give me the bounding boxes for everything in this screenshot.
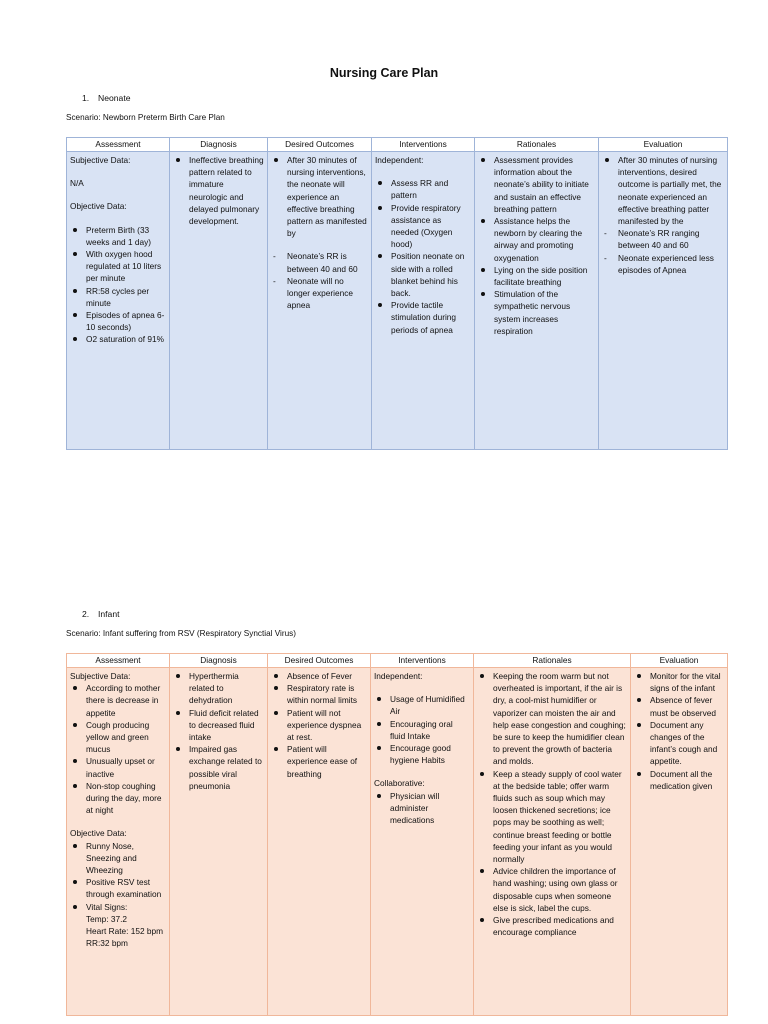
- outcomes-dash-list: [271, 250, 368, 311]
- list-item: Usage of Humidified Air: [374, 693, 470, 717]
- header-diagnosis: Diagnosis: [170, 654, 268, 668]
- care-plan-table-neonate: [66, 137, 728, 450]
- header-rationales: Rationales: [474, 654, 631, 668]
- list-item: Give prescribed medications and encourage compliance: [477, 914, 627, 938]
- vitals-label: Vital Signs:: [86, 901, 128, 912]
- list-item: O2 saturation of 91%: [70, 333, 166, 345]
- list-item: Keeping the room warm but not overheated is important, if the air is dry, a cool-mist humidifier or vaporizer can moisten the air and help ease congestion and coughing; be sure to keep the humidifier clean to prevent the growth of bacteria and molds.: [477, 670, 627, 768]
- rationales-list: [477, 670, 627, 938]
- list-item: Patient will experience ease of breathing: [271, 743, 367, 780]
- evaluation-cell: [599, 152, 728, 450]
- assessment-cell: [67, 668, 170, 1016]
- table-header-row: [67, 138, 728, 152]
- list-item: Patient will not experience dyspnea at rest.: [271, 707, 367, 744]
- list-item: Encourage good hygiene Habits: [374, 742, 470, 766]
- list-item: Episodes of apnea 6-10 seconds): [70, 309, 166, 333]
- table-header-row: [67, 654, 728, 668]
- list-item: Provide respiratory assistance as needed (Oxygen hood): [375, 202, 471, 251]
- subjective-list: [70, 682, 166, 816]
- evaluation-dash-list: [602, 227, 724, 276]
- list-item: Encouraging oral fluid Intake: [374, 718, 470, 742]
- vital-temp: Temp: 37.2: [86, 913, 128, 924]
- diagnosis-list: [173, 154, 264, 227]
- outcomes-cell: [268, 668, 371, 1016]
- collaborative-label: Collaborative:: [374, 778, 425, 789]
- outcomes-list: [271, 670, 367, 780]
- diagnosis-list: [173, 670, 264, 792]
- header-assessment: Assessment: [67, 138, 170, 152]
- list-item: Non-stop coughing during the day, more at night: [70, 780, 166, 817]
- rationales-cell: [474, 668, 631, 1016]
- interventions-cell: [372, 152, 475, 450]
- rationales-list: [478, 154, 595, 337]
- list-item: Advice children the importance of hand washing; using own glass or disposable cups when someone else is sick, label the cups.: [477, 865, 627, 914]
- subjective-value: N/A: [70, 178, 84, 189]
- section-title: Neonate: [98, 93, 131, 103]
- subjective-label: Subjective Data:: [70, 155, 131, 165]
- objective-list: [70, 224, 166, 346]
- section-heading-neonate: [82, 93, 131, 103]
- care-plan-table-infant: [66, 653, 728, 1016]
- list-item: According to mother there is decrease in appetite: [70, 682, 166, 719]
- interventions-list: [375, 177, 471, 336]
- header-evaluation: Evaluation: [631, 654, 728, 668]
- vital-heart-rate: Heart Rate: 152 bpm: [86, 926, 164, 937]
- section-number: 1.: [82, 93, 90, 103]
- list-item: - Neonate’s RR ranging between 40 and 60: [602, 227, 724, 251]
- diagnosis-cell: [170, 668, 268, 1016]
- assessment-cell: [67, 152, 170, 450]
- list-item: - Neonate will no longer experience apnea: [271, 275, 368, 312]
- list-item: Cough producing yellow and green mucus: [70, 719, 166, 756]
- scenario-neonate: Scenario: Newborn Preterm Birth Care Plan: [66, 113, 225, 122]
- list-item: Preterm Birth (33 weeks and 1 day): [70, 224, 166, 248]
- list-item: Respiratory rate is within normal limits: [271, 682, 367, 706]
- list-item: Lying on the side position facilitate breathing: [478, 264, 595, 288]
- list-item: Ineffective breathing pattern related to immature neurologic and delayed pulmonary development.: [173, 154, 264, 227]
- outcomes-cell: [268, 152, 372, 450]
- list-item: Assess RR and pattern: [375, 177, 471, 201]
- independent-label: Independent:: [374, 671, 423, 681]
- header-evaluation: Evaluation: [599, 138, 728, 152]
- scenario-infant: Scenario: Infant suffering from RSV (Respiratory Synctial Virus): [66, 629, 296, 638]
- list-item: Assessment provides information about the neonate’s ability to initiate and sustain an effective breathing pattern: [478, 154, 595, 215]
- header-desired-outcomes: Desired Outcomes: [268, 654, 371, 668]
- table-row: [67, 668, 728, 1016]
- list-item: Assistance helps the newborn by clearing the airway and promoting oxygenation: [478, 215, 595, 264]
- header-rationales: Rationales: [475, 138, 599, 152]
- list-item: Stimulation of the sympathetic nervous system increases respiration: [478, 288, 595, 337]
- list-item: Fluid deficit related to decreased fluid intake: [173, 707, 264, 744]
- list-item: [70, 901, 166, 950]
- rationales-cell: [475, 152, 599, 450]
- collaborative-list: [374, 790, 470, 827]
- objective-label: Objective Data:: [70, 201, 127, 212]
- list-item: Provide tactile stimulation during periods of apnea: [375, 299, 471, 336]
- list-item: Document any changes of the infant’s cough and appetite.: [634, 719, 724, 768]
- evaluation-list: [602, 154, 724, 227]
- table-row: [67, 152, 728, 450]
- vital-rr: RR:32 bpm: [86, 938, 128, 949]
- header-diagnosis: Diagnosis: [170, 138, 268, 152]
- list-item: Keep a steady supply of cool water at the bedside table; offer warm fluids such as soup which may loosen thickened secretions; ice pops may be soothing as well; continue breast feeding or bottle feeding your infant as you would normally: [477, 768, 627, 866]
- list-item: Hyperthermia related to dehydration: [173, 670, 264, 707]
- independent-label: Independent:: [375, 155, 424, 165]
- list-item: - Neonate’s RR is between 40 and 60: [271, 250, 368, 274]
- objective-list: [70, 840, 166, 950]
- list-item: Absence of Fever: [271, 670, 367, 682]
- list-item: Physician will administer medications: [374, 790, 470, 827]
- list-item: Absence of fever must be observed: [634, 694, 724, 718]
- section-title: Infant: [98, 609, 120, 619]
- outcomes-list: [271, 154, 368, 239]
- list-item: Document all the medication given: [634, 768, 724, 792]
- independent-list: [374, 693, 470, 766]
- section-heading-infant: [82, 609, 120, 619]
- header-desired-outcomes: Desired Outcomes: [268, 138, 372, 152]
- list-item: Unusually upset or inactive: [70, 755, 166, 779]
- list-item: RR:58 cycles per minute: [70, 285, 166, 309]
- list-item: Positive RSV test through examination: [70, 876, 166, 900]
- page-title: Nursing Care Plan: [329, 66, 439, 80]
- subjective-label: Subjective Data:: [70, 671, 131, 681]
- list-item: With oxygen hood regulated at 10 liters per minute: [70, 248, 166, 285]
- objective-label: Objective Data:: [70, 828, 127, 839]
- list-item: Position neonate on side with a rolled blanket behind his back.: [375, 250, 471, 299]
- list-item: Runny Nose, Sneezing and Wheezing: [70, 840, 166, 877]
- list-item: After 30 minutes of nursing interventions, desired outcome is partially met, the neonate experienced an effective breathing patter manifested by the: [602, 154, 724, 227]
- list-item: Impaired gas exchange related to possible viral pneumonia: [173, 743, 264, 792]
- header-interventions: Interventions: [371, 654, 474, 668]
- evaluation-list: [634, 670, 724, 792]
- header-assessment: Assessment: [67, 654, 170, 668]
- header-interventions: Interventions: [372, 138, 475, 152]
- section-number: 2.: [82, 609, 90, 619]
- list-item: - Neonate experienced less episodes of Apnea: [602, 252, 724, 276]
- diagnosis-cell: [170, 152, 268, 450]
- interventions-cell: [371, 668, 474, 1016]
- list-item: After 30 minutes of nursing interventions, the neonate will experience an effective breathing pattern as manifested by: [271, 154, 368, 239]
- evaluation-cell: [631, 668, 728, 1016]
- list-item: Monitor for the vital signs of the infant: [634, 670, 724, 694]
